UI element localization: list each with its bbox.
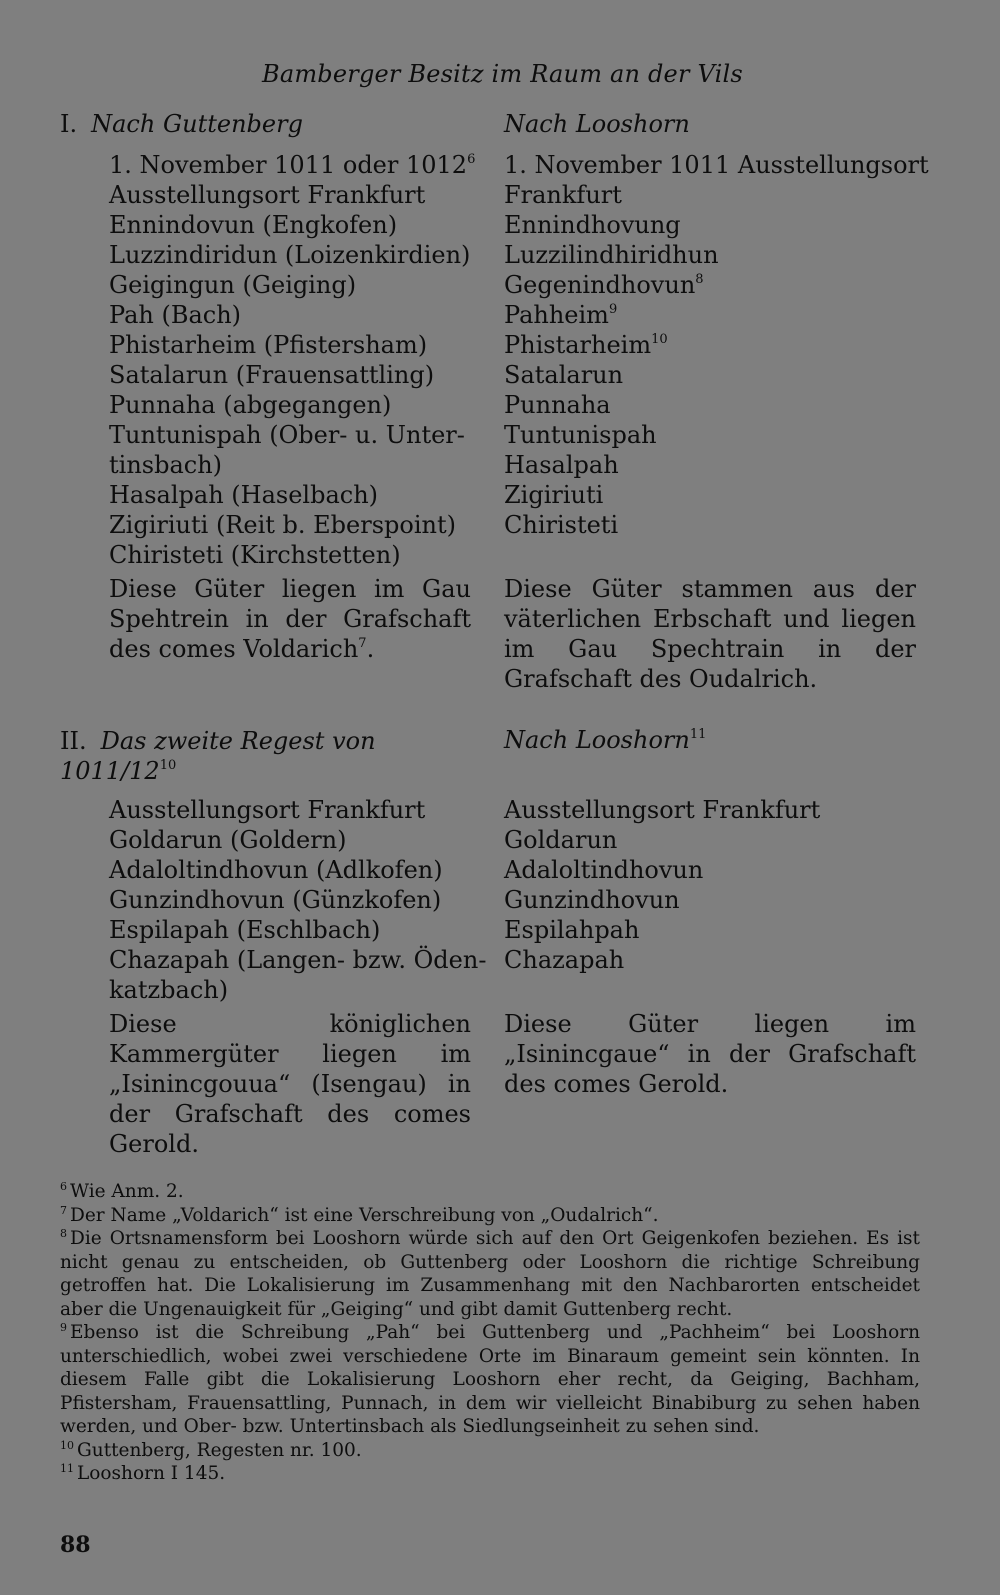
date-line-text: 1. November 1011 Ausstellungsort <box>504 151 929 179</box>
place-line-text: Tuntunispah (Ober- u. Unter- <box>109 421 465 449</box>
place-line-text: katzbach) <box>109 976 229 1004</box>
place-line-text: Gunzindhovun <box>504 886 680 914</box>
place-line-text: Ennindhovung <box>504 211 681 239</box>
section-2-left-heading <box>60 726 470 786</box>
footnote-ref: 10 <box>159 758 177 773</box>
place-line-text: Ennindovun (Engkofen) <box>109 211 398 239</box>
section-1-right-date <box>504 150 929 210</box>
place-line-text: Ausstellungsort Frankfurt <box>504 796 821 824</box>
date-line-text: Frankfurt <box>504 181 622 209</box>
place-line <box>109 510 471 540</box>
footnote-text: Looshorn I 145. <box>77 1463 226 1484</box>
place-line-text: Pahheim <box>504 301 609 329</box>
section-1-left-place-list <box>109 180 471 570</box>
section-2-right-paragraph: Diese Güter liegen im „Isinincgaue“ in der Grafschaft des comes Gerold. <box>504 1010 916 1098</box>
place-line <box>109 945 487 975</box>
place-line <box>109 480 471 510</box>
footnote-ref: 10 <box>651 332 668 347</box>
place-line <box>504 915 916 945</box>
footnote-ref: 11 <box>689 727 707 742</box>
section-1-left-heading <box>60 110 303 138</box>
place-line-text: Adaloltindhovun (Adlkofen) <box>109 856 443 884</box>
place-line-text: Hasalpah <box>504 451 619 479</box>
place-line <box>109 450 471 480</box>
footnote-ref: 6 <box>467 152 476 167</box>
place-line <box>109 540 471 570</box>
place-line <box>109 825 471 855</box>
section-1-numeral: I. <box>60 110 78 138</box>
footnote <box>60 1321 920 1439</box>
section-2-left-column <box>109 795 487 1159</box>
section-2-right-column <box>504 795 916 1099</box>
place-line <box>504 240 916 270</box>
section-2-left-place-list <box>109 795 487 1005</box>
place-line-text: Chiristeti <box>504 511 619 539</box>
place-line <box>109 300 471 330</box>
date-line <box>504 150 929 180</box>
place-line <box>109 885 471 915</box>
place-line <box>109 420 471 450</box>
place-line <box>504 210 916 240</box>
place-line <box>109 180 471 210</box>
place-line <box>504 825 916 855</box>
footnote <box>60 1204 920 1228</box>
place-line <box>504 945 916 975</box>
place-line <box>504 855 916 885</box>
place-line-text: Phistarheim <box>504 331 652 359</box>
place-line-text: Phistarheim (Pfistersham) <box>109 331 428 359</box>
place-line-text: Satalarun <box>504 361 624 389</box>
place-line <box>504 270 916 300</box>
place-line-text: Hasalpah (Haselbach) <box>109 481 379 509</box>
place-line <box>504 480 916 510</box>
place-line <box>109 360 471 390</box>
place-line <box>109 975 471 1005</box>
place-line <box>109 390 471 420</box>
place-line-text: Adaloltindhovun <box>504 856 704 884</box>
place-line-text: Zigiriuti <box>504 481 604 509</box>
footnote-ref: 7 <box>358 636 367 651</box>
page-number: 88 <box>60 1532 91 1558</box>
section-1-right-place-list <box>504 210 916 540</box>
place-line-text: Punnaha (abgegangen) <box>109 391 392 419</box>
section-1-left-heading-text: Nach Guttenberg <box>91 110 303 138</box>
place-line <box>109 330 471 360</box>
footnote <box>60 1227 920 1321</box>
place-line-text: Luzzilindhiridhun <box>504 241 719 269</box>
place-line <box>109 240 471 270</box>
footnote-number: 8 <box>60 1227 67 1240</box>
place-line <box>504 420 916 450</box>
section-1-left-paragraph-text: Diese Güter liegen im Gau Spehtrein in der Grafschaft des comes Voldarich <box>109 575 471 663</box>
footnote-number: 10 <box>60 1438 74 1452</box>
footnote <box>60 1462 920 1486</box>
footnote-ref: 8 <box>695 272 704 287</box>
place-line <box>504 885 916 915</box>
section-2-left-heading-text: Das zweite Regest von 1011/12 <box>60 727 376 785</box>
footnote-text: Ebenso ist die Schreibung „Pah“ bei Guttenberg und „Pachheim“ bei Looshorn unterschiedlich, wobei zwei verschiedene Orte im Binaraum gemeint sein könnten. In diesem Falle gibt die Lokalisierung Looshorn eher recht, da Geiging, Bachham, Pfistersham, Frauensattling, Punnach, in dem wir vielleicht Binabiburg zu sehen haben werden, und Ober- bzw. Untertinsbach als Siedlungseinheit zu sehen sind. <box>60 1322 920 1437</box>
place-line-text: Espilahpah <box>504 916 640 944</box>
place-line-text: Espilapah (Eschlbach) <box>109 916 381 944</box>
place-line-text: Ausstellungsort Frankfurt <box>109 796 426 824</box>
place-line-text: Gunzindhovun (Günzkofen) <box>109 886 442 914</box>
section-1-left-date-text: 1. November 1011 oder 1012 <box>109 151 468 179</box>
place-line <box>109 915 471 945</box>
date-line <box>504 180 916 210</box>
footnote-text: Die Ortsnamensform bei Looshorn würde sich auf den Ort Geigenkofen beziehen. Es ist nicht genau zu entscheiden, ob Guttenberg oder Looshorn die richtige Schreibung getroffen hat. Die Lokalisierung im Zusammenhang mit den Nachbarorten entscheidet aber die Ungenauigkeit für „Geiging“ und gibt damit Guttenberg recht. <box>60 1228 920 1320</box>
place-line <box>504 300 916 330</box>
section-1-left-date <box>109 150 476 180</box>
place-line-text: Geigingun (Geiging) <box>109 271 357 299</box>
footnote <box>60 1439 920 1463</box>
section-2-right-heading-text: Nach Looshorn <box>504 726 690 754</box>
running-head: Bamberger Besitz im Raum an der Vils <box>262 60 743 88</box>
place-line-text: Chiristeti (Kirchstetten) <box>109 541 401 569</box>
footnote-number: 6 <box>60 1180 67 1193</box>
place-line <box>504 360 916 390</box>
section-2-left-paragraph: Diese königlichen Kammergüter liegen im „Isinincgouua“ (Isengau) in der Grafschaft des comes Gerold. <box>109 1010 471 1158</box>
place-line-text: Punnaha <box>504 391 611 419</box>
place-line-text: Gegenindhovun <box>504 271 696 299</box>
section-2-numeral: II. <box>60 727 87 755</box>
section-1-left-paragraph: Diese Güter liegen im Gau Spehtrein in der Grafschaft des comes Voldarich$^7$. <box>109 575 471 663</box>
place-line-text: Luzzindiridun (Loizenkirdien) <box>109 241 471 269</box>
place-line-text: Satalarun (Frauensattling) <box>109 361 435 389</box>
section-2-right-heading <box>504 726 706 754</box>
place-line-text: Goldarun <box>504 826 618 854</box>
footnote-text: Wie Anm. 2. <box>70 1181 184 1202</box>
section-1-right-column <box>504 150 929 694</box>
place-line <box>109 210 471 240</box>
place-line <box>504 450 916 480</box>
footnote-number: 9 <box>60 1321 67 1334</box>
footnote <box>60 1180 920 1204</box>
place-line <box>504 330 916 360</box>
place-line-text: Tuntunispah <box>504 421 657 449</box>
place-line <box>109 795 471 825</box>
footnote-ref: 9 <box>608 302 618 317</box>
footnote-text: Der Name „Voldarich“ ist eine Verschreibung von „Oudalrich“. <box>70 1204 659 1226</box>
place-line-text: Chazapah (Langen- bzw. Öden- <box>109 946 487 974</box>
place-line <box>109 855 471 885</box>
place-line-text: Goldarun (Goldern) <box>109 826 347 854</box>
place-line-text: Chazapah <box>504 946 625 974</box>
section-2-right-place-list <box>504 795 916 975</box>
place-line-text: Ausstellungsort Frankfurt <box>109 181 426 209</box>
place-line <box>109 270 471 300</box>
place-line-text: Zigiriuti (Reit b. Eberspoint) <box>109 511 456 539</box>
place-line-text: Pah (Bach) <box>109 301 242 329</box>
footnote-number: 11 <box>60 1462 74 1475</box>
place-line <box>504 390 916 420</box>
place-line <box>504 510 916 540</box>
section-1-left-column <box>109 150 476 664</box>
footnote-text: Guttenberg, Regesten nr. 100. <box>77 1439 362 1461</box>
footnotes <box>60 1180 920 1486</box>
section-1-right-heading: Nach Looshorn <box>504 110 690 138</box>
place-line-text: tinsbach) <box>109 451 223 479</box>
place-line <box>504 795 916 825</box>
footnote-number: 7 <box>60 1203 67 1217</box>
section-1-right-paragraph: Diese Güter stammen aus der väterlichen Erbschaft und liegen im Gau Spechtrain in der Grafschaft des Oudalrich. <box>504 575 916 693</box>
